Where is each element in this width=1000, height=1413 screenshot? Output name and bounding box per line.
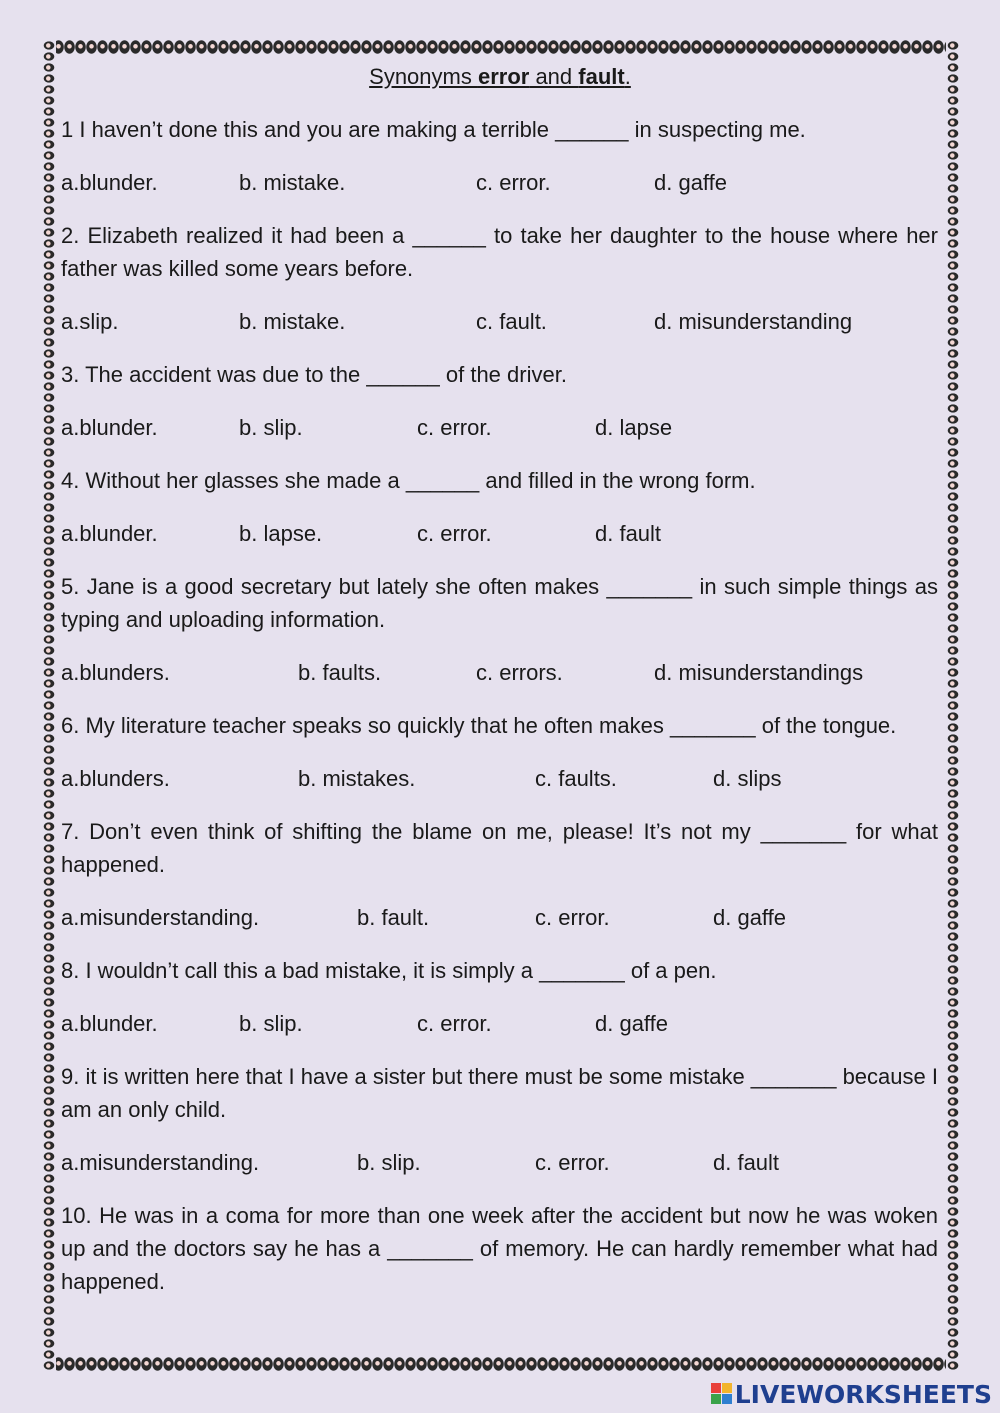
option-c[interactable]: c. error. <box>417 415 492 440</box>
question-7: 7. Don’t even think of shifting the blame on me, please! It’s not my _______ for what happened. <box>61 819 938 877</box>
decorative-border-bottom <box>42 1357 960 1371</box>
liveworksheets-logo-icon <box>711 1383 733 1405</box>
options-6 <box>61 762 938 795</box>
question-1: 1 I haven’t done this and you are making a terrible ______ in suspecting me. <box>61 117 806 142</box>
option-c[interactable]: c. error. <box>535 1150 610 1175</box>
option-d[interactable]: d. misunderstandings <box>654 660 864 685</box>
option-b[interactable]: b. mistake. <box>239 170 346 195</box>
option-d[interactable]: d. fault <box>595 521 662 546</box>
title-middle: and <box>529 64 579 89</box>
question-5: 5. Jane is a good secretary but lately she often makes _______ in such simple things as typing and uploading information. <box>61 574 938 632</box>
option-c[interactable]: c. error. <box>417 521 492 546</box>
option-b[interactable]: b. faults. <box>298 660 382 685</box>
option-a[interactable]: a.blunder. <box>61 170 158 195</box>
question-9: 9. it is written here that I have a sister but there must be some mistake _______ because I am an only child. <box>61 1064 938 1122</box>
option-b[interactable]: b. slip. <box>239 415 303 440</box>
option-d[interactable]: d. gaffe <box>654 170 727 195</box>
options-1 <box>61 166 938 199</box>
liveworksheets-logo[interactable] <box>711 1379 992 1409</box>
option-d[interactable]: d. misunderstanding <box>654 309 853 334</box>
option-d[interactable]: d. lapse <box>595 415 673 440</box>
option-c[interactable]: c. errors. <box>476 660 563 685</box>
title-word-fault: fault <box>578 64 625 89</box>
question-list <box>61 113 938 1318</box>
option-d[interactable]: d. fault <box>713 1150 780 1175</box>
option-a[interactable]: a.blunder. <box>61 521 158 546</box>
option-d[interactable]: d. gaffe <box>713 905 786 930</box>
option-a[interactable]: a.slip. <box>61 309 119 334</box>
option-a[interactable]: a.blunder. <box>61 415 158 440</box>
liveworksheets-logo-text: LIVEWORKSHEETS <box>734 1379 992 1409</box>
decorative-border-right <box>946 40 960 1371</box>
option-b[interactable]: b. slip. <box>357 1150 421 1175</box>
question-4: 4. Without her glasses she made a ______ and filled in the wrong form. <box>61 468 756 493</box>
options-9 <box>61 1146 938 1179</box>
option-b[interactable]: b. fault. <box>357 905 430 930</box>
question-3: 3. The accident was due to the ______ of the driver. <box>61 362 567 387</box>
question-8: 8. I wouldn’t call this a bad mistake, it is simply a _______ of a pen. <box>61 958 717 983</box>
title-prefix: Synonyms <box>369 64 478 89</box>
option-a[interactable]: a.blunders. <box>61 766 170 791</box>
worksheet-title <box>0 64 1000 90</box>
question-10: 10. He was in a coma for more than one week after the accident but now he was woken up and the doctors say he has a _______ of memory. He can hardly remember what had happened. <box>61 1203 938 1294</box>
options-5 <box>61 656 938 689</box>
options-4 <box>61 517 938 550</box>
option-c[interactable]: c. error. <box>417 1011 492 1036</box>
title-suffix: . <box>624 64 631 89</box>
option-d[interactable]: d. gaffe <box>595 1011 668 1036</box>
option-a[interactable]: a.misunderstanding. <box>61 905 260 930</box>
decorative-border-left <box>42 40 56 1371</box>
option-c[interactable]: c. fault. <box>476 309 547 334</box>
option-b[interactable]: b. slip. <box>239 1011 303 1036</box>
option-b[interactable]: b. lapse. <box>239 521 323 546</box>
option-a[interactable]: a.misunderstanding. <box>61 1150 260 1175</box>
option-a[interactable]: a.blunder. <box>61 1011 158 1036</box>
options-2 <box>61 305 938 338</box>
option-c[interactable]: c. error. <box>535 905 610 930</box>
option-d[interactable]: d. slips <box>713 766 782 791</box>
decorative-border-top <box>42 40 960 54</box>
options-8 <box>61 1007 938 1040</box>
option-b[interactable]: b. mistakes. <box>298 766 416 791</box>
question-2: 2. Elizabeth realized it had been a ______ to take her daughter to the house where her father was killed some years before. <box>61 223 938 281</box>
option-a[interactable]: a.blunders. <box>61 660 170 685</box>
question-6: 6. My literature teacher speaks so quickly that he often makes _______ of the tongue. <box>61 713 897 738</box>
options-7 <box>61 901 938 934</box>
options-3 <box>61 411 938 444</box>
option-c[interactable]: c. faults. <box>535 766 617 791</box>
option-b[interactable]: b. mistake. <box>239 309 346 334</box>
title-word-error: error <box>477 64 530 89</box>
option-c[interactable]: c. error. <box>476 170 551 195</box>
